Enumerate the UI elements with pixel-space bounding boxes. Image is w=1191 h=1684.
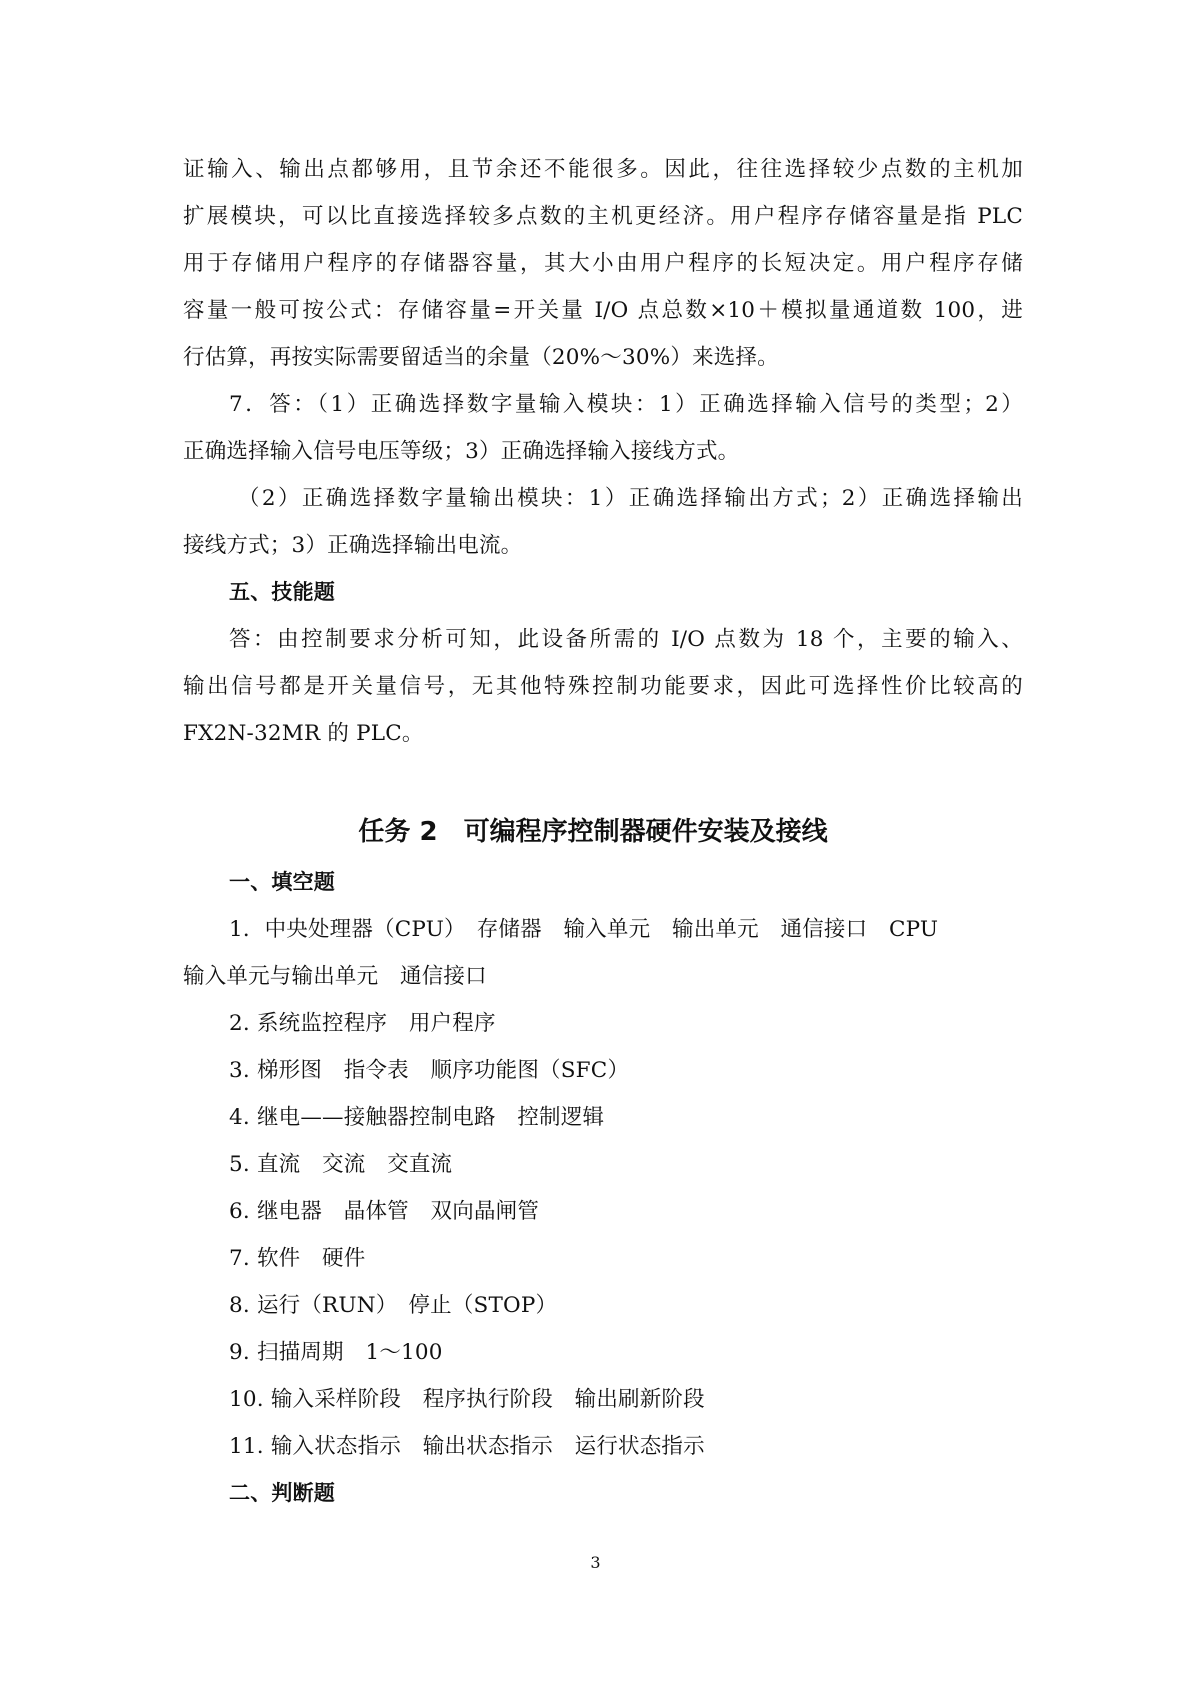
paragraph-line: 容量一般可按公式：存储容量=开关量 I/O 点总数×10＋模拟量通道数 100，进 xyxy=(183,298,1023,323)
fill-item: 6. 继电器 晶体管 双向晶闸管 xyxy=(229,1199,540,1224)
answer-7-line: 7．答：（1）正确选择数字量输入模块：1）正确选择输入信号的类型；2） xyxy=(229,392,1023,417)
paragraph-line: 用于存储用户程序的存储器容量，其大小由用户程序的长短决定。用户程序存储 xyxy=(183,251,1023,276)
paragraph-line: 行估算，再按实际需要留适当的余量（20%～30%）来选择。 xyxy=(183,345,779,370)
section-heading-skills: 五、技能题 xyxy=(229,580,335,604)
fill-item: 10. 输入采样阶段 程序执行阶段 输出刷新阶段 xyxy=(229,1387,705,1412)
fill-item: 1．中央处理器（CPU） 存储器 输入单元 输出单元 通信接口 CPU xyxy=(229,917,939,942)
section-spacer xyxy=(183,757,1023,807)
fill-item: 9. 扫描周期 1～100 xyxy=(229,1340,443,1365)
paragraph-line: 证输入、输出点都够用，且节余还不能很多。因此，往往选择较少点数的主机加 xyxy=(183,157,1023,182)
page-content xyxy=(183,146,1023,1517)
fill-item: 7. 软件 硬件 xyxy=(229,1246,366,1271)
skills-answer-line: FX2N-32MR 的 PLC。 xyxy=(183,721,424,746)
answer-7-line: （2）正确选择数字量输出模块：1）正确选择输出方式；2）正确选择输出 xyxy=(238,486,1023,511)
task-title: 任务 2 可编程序控制器硬件安装及接线 xyxy=(358,817,828,847)
fill-item: 8. 运行（RUN） 停止（STOP） xyxy=(229,1293,558,1318)
fill-item: 4. 继电——接触器控制电路 控制逻辑 xyxy=(229,1105,605,1130)
fill-item: 11. 输入状态指示 输出状态指示 运行状态指示 xyxy=(229,1434,705,1459)
skills-answer-line: 输出信号都是开关量信号，无其他特殊控制功能要求，因此可选择性价比较高的 xyxy=(183,674,1023,699)
skills-answer-line: 答：由控制要求分析可知，此设备所需的 I/O 点数为 18 个，主要的输入、 xyxy=(229,627,1023,652)
fill-item: 5. 直流 交流 交直流 xyxy=(229,1152,453,1177)
fill-item: 3. 梯形图 指令表 顺序功能图（SFC） xyxy=(229,1058,630,1083)
answer-7-line: 接线方式；3）正确选择输出电流。 xyxy=(183,533,523,558)
fill-item: 2. 系统监控程序 用户程序 xyxy=(229,1011,496,1036)
paragraph-line: 扩展模块，可以比直接选择较多点数的主机更经济。用户程序存储容量是指 PLC xyxy=(183,204,1023,229)
fill-item: 输入单元与输出单元 通信接口 xyxy=(183,964,487,989)
page-number: 3 xyxy=(590,1553,601,1572)
answer-7-line: 正确选择输入信号电压等级；3）正确选择输入接线方式。 xyxy=(183,439,740,464)
section-heading-fill: 一、填空题 xyxy=(229,870,335,894)
section-heading-judge: 二、判断题 xyxy=(229,1481,335,1505)
